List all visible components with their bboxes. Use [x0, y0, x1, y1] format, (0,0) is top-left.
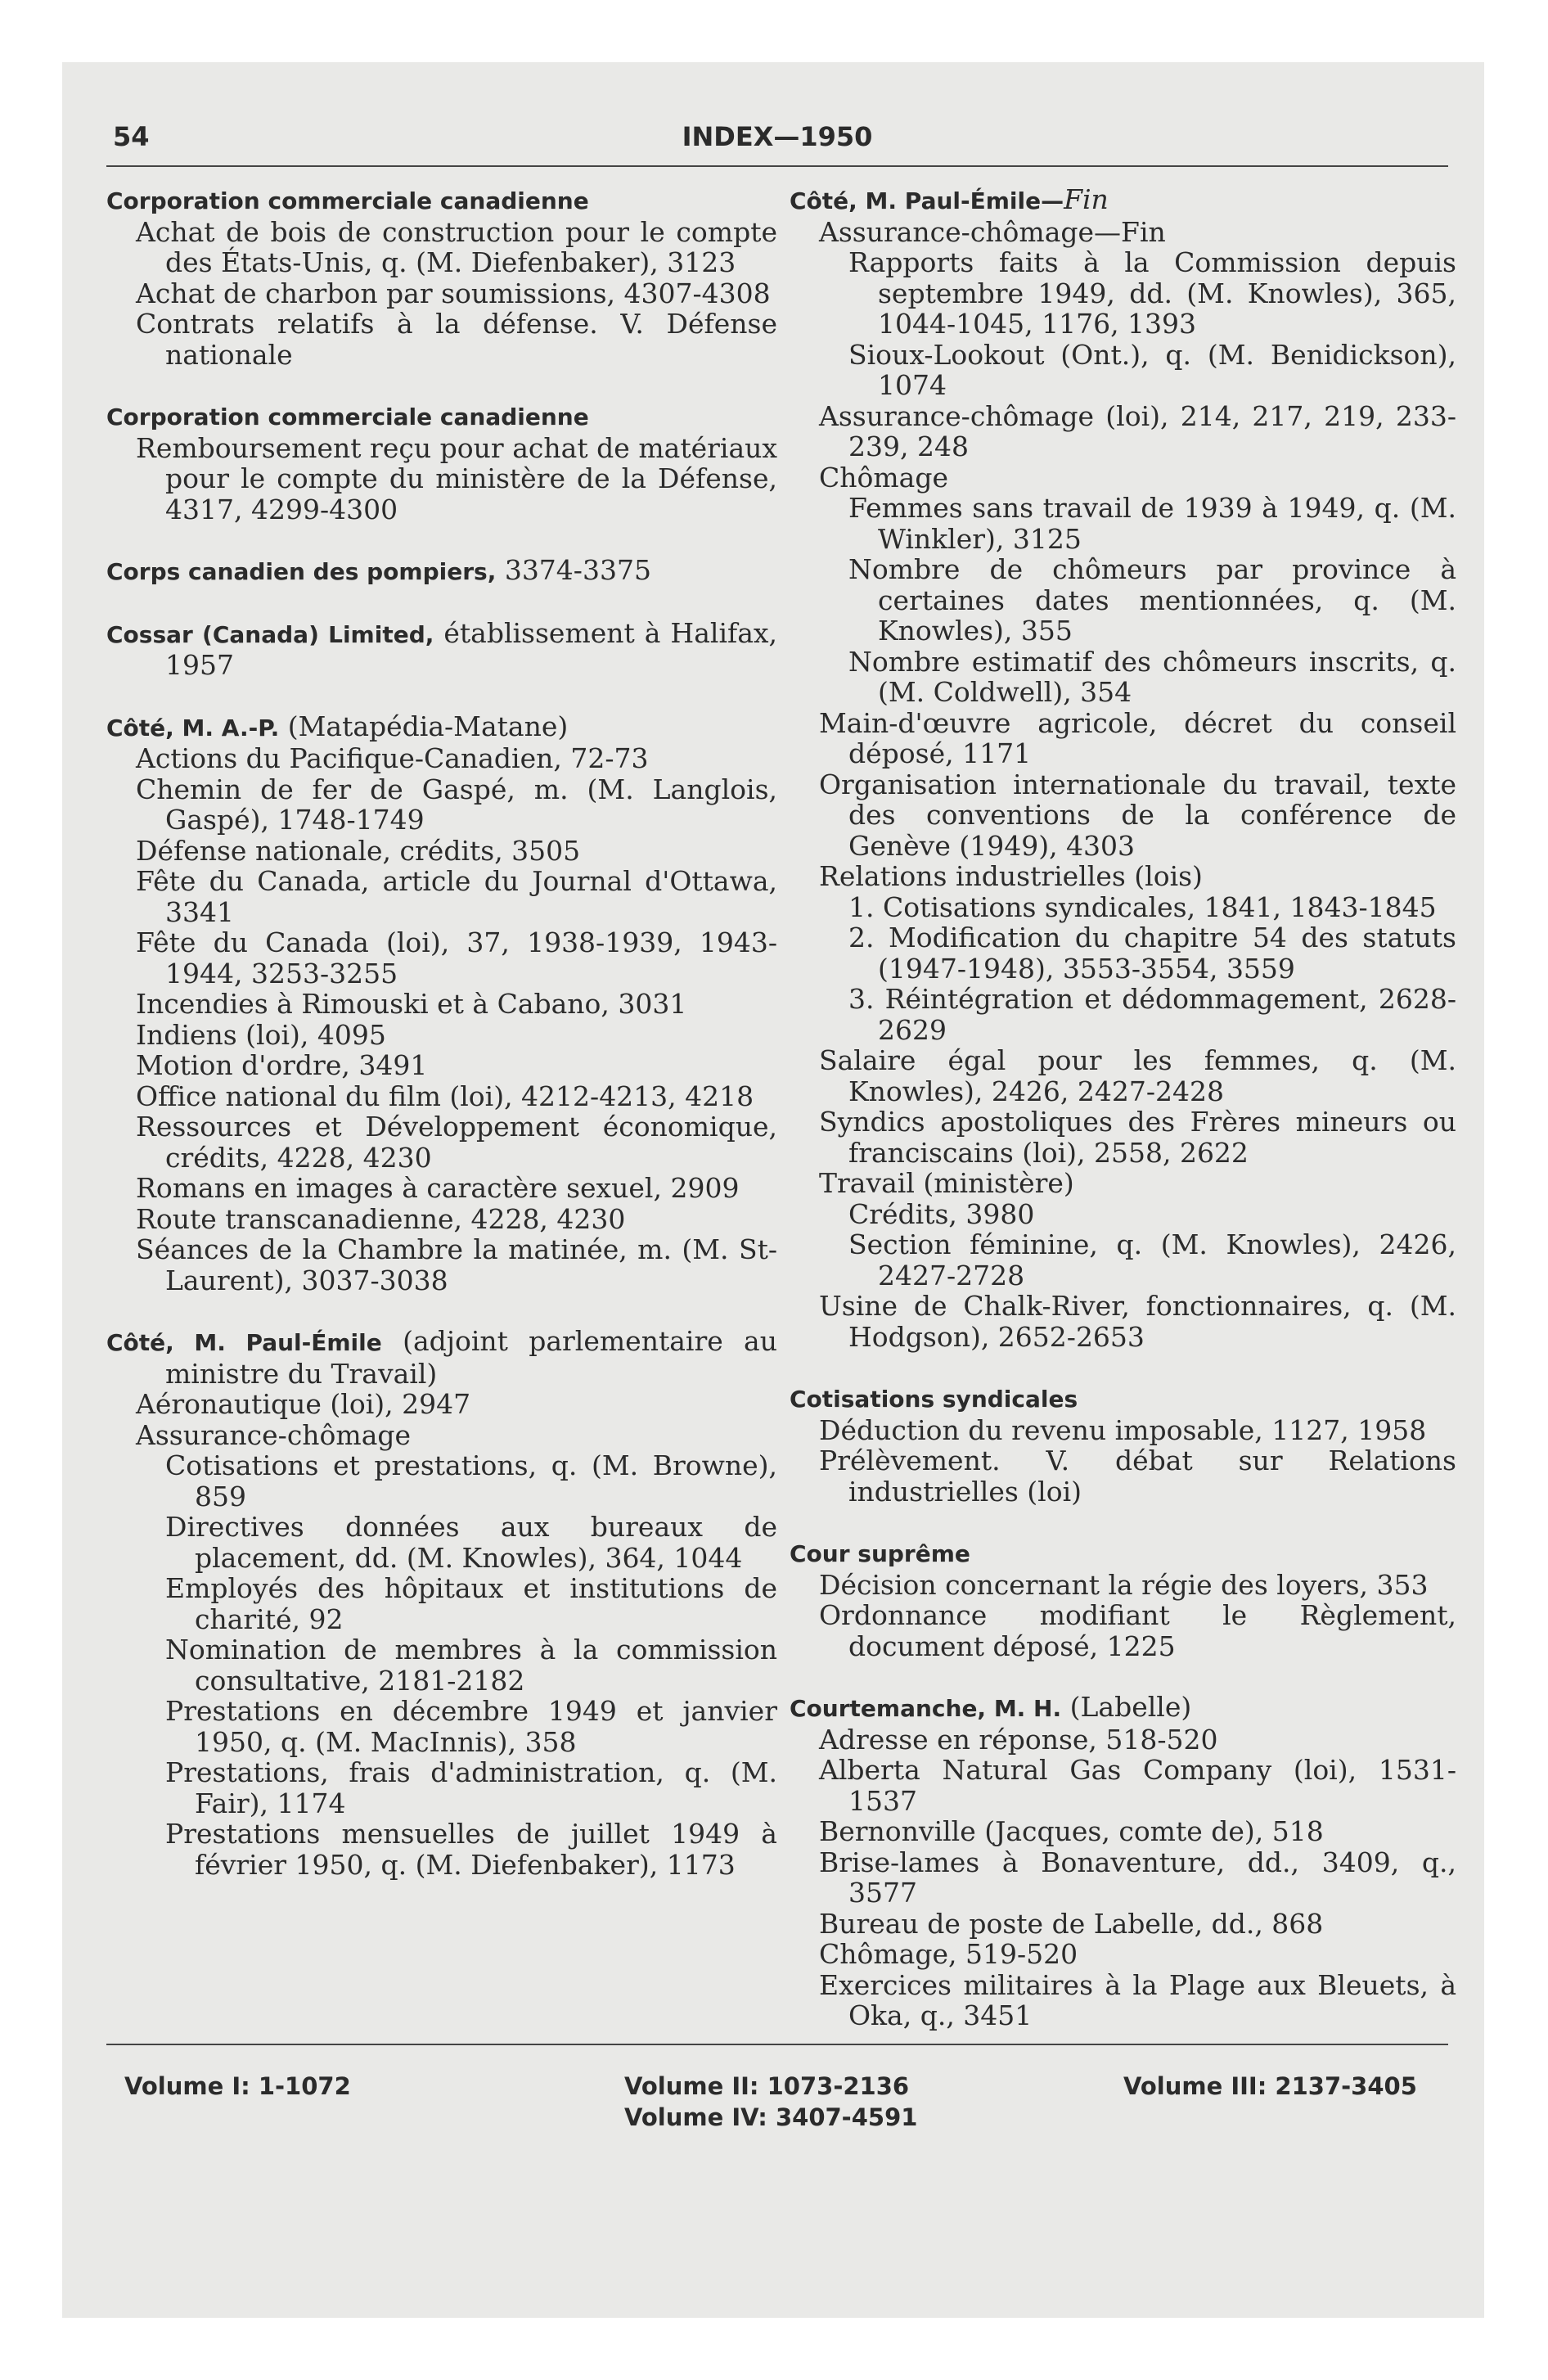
entry-heading-rest: 3374-3375 — [496, 554, 651, 586]
entry-heading-rest: établissement à Halifax, 1957 — [165, 616, 777, 681]
entry-heading — [790, 1382, 1456, 1415]
entry-subitem: Nombre estimatif des chômeurs inscrits, q. (M. Coldwell), 354 — [848, 645, 1456, 708]
entry-heading-rest: (Matapédia-Matane) — [279, 710, 569, 742]
entry-subitem: Achat de charbon par soumissions, 4307-4308 — [136, 277, 771, 309]
entry-subitem: Adresse en réponse, 518-520 — [819, 1723, 1218, 1756]
entry-subitem: Assurance-chômage (loi), 214, 217, 219, 233-239, 248 — [819, 399, 1456, 462]
entry-heading-bold: Cour suprême — [790, 1540, 970, 1567]
entry-subitem: Ordonnance modifiant le Règlement, document déposé, 1225 — [819, 1599, 1456, 1662]
entry-heading-rest: Fin — [1064, 183, 1109, 215]
entry-heading — [106, 400, 777, 433]
page-number: 54 — [113, 121, 150, 152]
entry-subitem: Indiens (loi), 4095 — [136, 1018, 386, 1051]
entry-subitem: Aéronautique (loi), 2947 — [136, 1388, 471, 1420]
index-entry — [790, 184, 1456, 1352]
entry-heading — [106, 184, 777, 217]
entry-heading — [790, 1692, 1456, 1724]
entry-heading — [106, 618, 777, 681]
entry-subitem: Salaire égal pour les femmes, q. (M. Knowles), 2426, 2427-2428 — [819, 1044, 1456, 1107]
entry-subitem: Assurance-chômage — [136, 1418, 412, 1451]
entry-heading-bold: Côté, M. A.-P. — [106, 714, 280, 741]
page-header — [106, 115, 1448, 164]
entry-heading-bold: Corporation commerciale canadienne — [106, 187, 589, 214]
entry-heading-bold: Cotisations syndicales — [790, 1386, 1078, 1413]
entry-subitem: Section féminine, q. (M. Knowles), 2426, 2427-2728 — [848, 1228, 1456, 1291]
entry-subitem: Crédits, 3980 — [848, 1197, 1035, 1230]
entry-heading-bold: Côté, M. Paul-Émile — [106, 1329, 382, 1356]
page-title: INDEX—1950 — [682, 121, 873, 152]
index-entry — [790, 1382, 1456, 1507]
entry-subitem: Femmes sans travail de 1939 à 1949, q. (M. Winkler), 3125 — [848, 492, 1456, 555]
entry-subitem: Bernonville (Jacques, comte de), 518 — [819, 1815, 1324, 1847]
entry-subitem: Route transcanadienne, 4228, 4230 — [136, 1202, 626, 1235]
entry-subitem: Ressources et Développement économique, crédits, 4228, 4230 — [136, 1111, 777, 1174]
footer-volumes-2-4 — [624, 2071, 917, 2133]
entry-subitem: Usine de Chalk-River, fonctionnaires, q. (M. Hodgson), 2652-2653 — [819, 1290, 1456, 1353]
header-rule — [106, 165, 1448, 167]
entry-subitem: Motion d'ordre, 3491 — [136, 1049, 428, 1081]
entry-subitem: Prestations mensuelles de juillet 1949 à février 1950, q. (M. Diefenbaker), 1173 — [165, 1818, 777, 1881]
entry-subitem: Employés des hôpitaux et institutions de charité, 92 — [165, 1572, 777, 1635]
entry-subitem: Chômage — [819, 461, 948, 494]
entry-subitem: Romans en images à caractère sexuel, 2909 — [136, 1172, 740, 1204]
entry-subitem: Séances de la Chambre la matinée, m. (M. St-Laurent), 3037-3038 — [136, 1233, 777, 1296]
entry-subitem: Assurance-chômage—Fin — [819, 215, 1166, 248]
entry-subitem: Nomination de membres à la commission consultative, 2181-2182 — [165, 1634, 777, 1697]
entry-subitem: Travail (ministère) — [819, 1167, 1074, 1199]
entry-heading-bold: Corps canadien des pompiers, — [106, 558, 497, 585]
entry-subitem: Bureau de poste de Labelle, dd., 868 — [819, 1907, 1324, 1940]
entry-subitem: Directives données aux bureaux de placement, dd. (M. Knowles), 364, 1044 — [165, 1511, 777, 1574]
entry-heading-rest: (adjoint parlementaire au ministre du Travail) — [165, 1325, 777, 1390]
index-entry — [106, 555, 777, 588]
entry-heading-bold: Courtemanche, M. H. — [790, 1695, 1062, 1722]
entry-heading — [106, 1326, 777, 1389]
entry-subitem: Défense nationale, crédits, 3505 — [136, 834, 581, 867]
entry-subitem: 3. Réintégration et dédommagement, 2628-2629 — [848, 983, 1456, 1046]
entry-subitem: Fête du Canada, article du Journal d'Ottawa, 3341 — [136, 865, 777, 928]
entry-subitem: Cotisations et prestations, q. (M. Browne), 859 — [165, 1449, 777, 1512]
footer-rule — [106, 2044, 1448, 2045]
entry-subitem: Organisation internationale du travail, texte des conventions de la conférence de Genève (1949), 4303 — [819, 768, 1456, 862]
entry-subitem: Office national du film (loi), 4212-4213, 4218 — [136, 1080, 754, 1112]
entry-subitem: 1. Cotisations syndicales, 1841, 1843-1845 — [848, 890, 1437, 923]
entry-subitem: Décision concernant la régie des loyers, 353 — [819, 1568, 1429, 1601]
entry-subitem: Actions du Pacifique-Canadien, 72-73 — [136, 742, 649, 774]
entry-heading — [106, 711, 777, 744]
footer-volume-2: Volume II: 1073-2136 — [624, 2072, 910, 2100]
footer-volume-1: Volume I: 1-1072 — [124, 2072, 351, 2100]
right-column — [790, 184, 1456, 2062]
entry-subitem: Déduction du revenu imposable, 1127, 1958 — [819, 1413, 1427, 1446]
entry-heading — [106, 555, 777, 588]
entry-subitem: Achat de bois de construction pour le compte des États-Unis, q. (M. Diefenbaker), 3123 — [136, 215, 777, 278]
index-entry — [106, 184, 777, 370]
entry-subitem: Fête du Canada (loi), 37, 1938-1939, 1943-1944, 3253-3255 — [136, 926, 777, 989]
entry-subitem: Brise-lames à Bonaventure, dd., 3409, q., 3577 — [819, 1846, 1456, 1909]
entry-subitem: Relations industrielles (lois) — [819, 860, 1203, 892]
entry-subitem: Alberta Natural Gas Company (loi), 1531-1537 — [819, 1754, 1456, 1817]
entry-heading-bold: Corporation commerciale canadienne — [106, 403, 589, 430]
entry-subitem: Chômage, 519-520 — [819, 1938, 1078, 1970]
entry-heading-rest: (Labelle) — [1061, 1691, 1192, 1723]
footer-volume-4: Volume IV: 3407-4591 — [624, 2103, 918, 2131]
left-column — [106, 184, 777, 1910]
entry-heading — [790, 1537, 1456, 1570]
entry-subitem: Main-d'œuvre agricole, décret du conseil déposé, 1171 — [819, 706, 1456, 769]
index-entry — [106, 400, 777, 525]
index-entry — [106, 1326, 777, 1880]
entry-heading-bold: Côté, M. Paul-Émile— — [790, 187, 1064, 214]
entry-subitem: Contrats relatifs à la défense. V. Défense nationale — [136, 308, 777, 371]
entry-subitem: Incendies à Rimouski et à Cabano, 3031 — [136, 988, 687, 1020]
footer-volume-3: Volume III: 2137-3405 — [1123, 2072, 1417, 2100]
entry-subitem: Sioux-Lookout (Ont.), q. (M. Benidickson), 1074 — [848, 338, 1456, 401]
index-entry — [790, 1692, 1456, 2031]
index-entry — [106, 711, 777, 1296]
entry-heading — [790, 184, 1456, 217]
entry-subitem: Syndics apostoliques des Frères mineurs ou franciscains (loi), 2558, 2622 — [819, 1106, 1456, 1169]
entry-subitem: 2. Modification du chapitre 54 des statuts (1947-1948), 3553-3554, 3559 — [848, 922, 1456, 985]
index-entry — [106, 618, 777, 681]
entry-subitem: Prélèvement. V. débat sur Relations industrielles (loi) — [819, 1445, 1456, 1508]
entry-heading-bold: Cossar (Canada) Limited, — [106, 620, 434, 648]
entry-subitem: Exercices militaires à la Plage aux Bleuets, à Oka, q., 3451 — [819, 1968, 1456, 2031]
index-entry — [790, 1537, 1456, 1661]
entry-subitem: Remboursement reçu pour achat de matériaux pour le compte du ministère de la Défense, 4317, 4299-4300 — [136, 431, 777, 525]
entry-subitem: Prestations en décembre 1949 et janvier 1950, q. (M. MacInnis), 358 — [165, 1695, 777, 1758]
entry-subitem: Chemin de fer de Gaspé, m. (M. Langlois, Gaspé), 1748-1749 — [136, 773, 777, 836]
entry-subitem: Nombre de chômeurs par province à certaines dates mentionnées, q. (M. Knowles), 355 — [848, 553, 1456, 647]
entry-subitem: Prestations, frais d'administration, q. (M. Fair), 1174 — [165, 1756, 777, 1819]
entry-subitem: Rapports faits à la Commission depuis septembre 1949, dd. (M. Knowles), 365, 1044-1045, 1176, 1393 — [848, 246, 1456, 340]
